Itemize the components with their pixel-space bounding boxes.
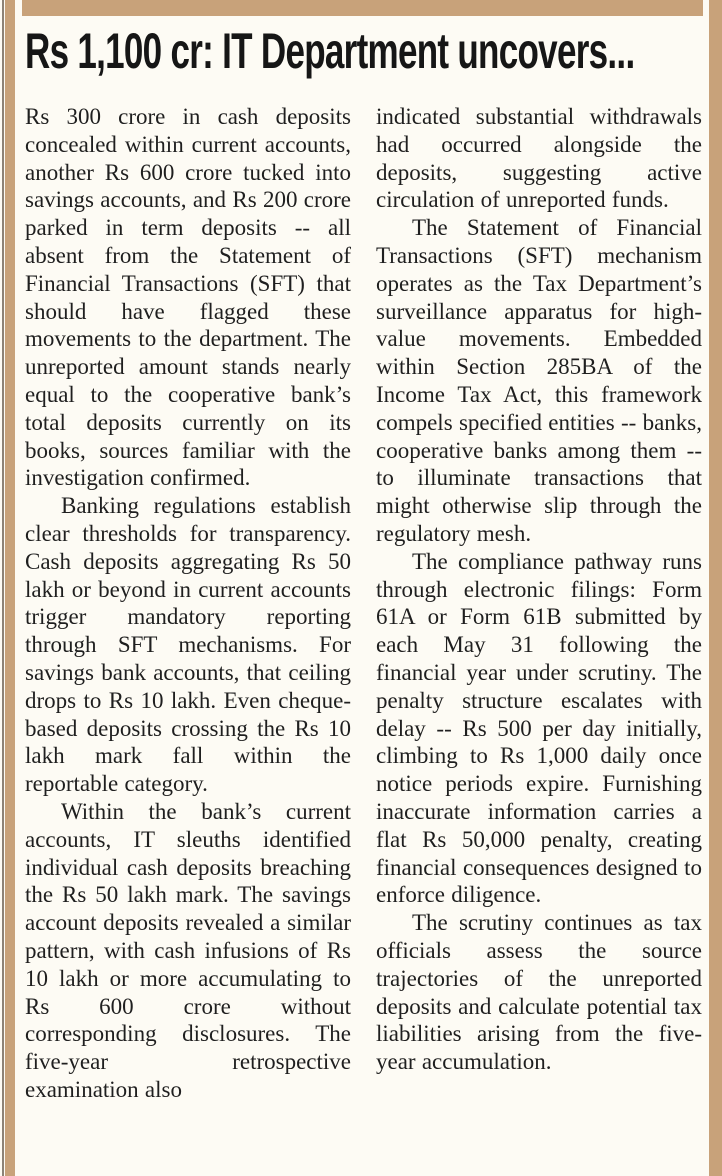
left-border-strip [5,0,15,1176]
article-paragraph: The scrutiny continues as tax officials assess the source trajectories of the unreported deposits and calculate potential tax liabilities arising from the five-year accumulation. [376,910,702,1075]
article-paragraph: The compliance pathway runs through electronic filings: Form 61A or Form 61B submitted by each May 31 following the financial year under scrutiny. The penalty structure escalates with delay -- Rs 500 per day initially, climbing to Rs 1,000 daily once notice periods expire. Furnishing inaccurate information carries a flat Rs 50,000 penalty, creating financial consequences designed to enforce diligence. [376,548,702,908]
article-headline: Rs 1,100 cr: IT Department uncovers... [25,23,635,79]
article-paragraph: Rs 300 crore in cash deposits concealed within current accounts, another Rs 600 crore tucked into savings accounts, and Rs 200 crore parked in term deposits -- all absent from the Statement of Financial Transactions (SFT) that should have flagged these movements to the department. The unreported amount stands nearly equal to the cooperative bank’s total deposits currently on its books, sources familiar with the investigation confirmed. [25,104,351,491]
right-border-strip [709,0,722,1176]
left-page-rule [2,0,4,1176]
top-border-bar [22,0,703,16]
article-paragraph: indicated substantial withdrawals had occurred alongside the deposits, suggesting active circulation of unreported funds. [376,104,702,213]
article-body [25,103,702,1165]
article-paragraph: The Statement of Financial Transactions (SFT) mechanism operates as the Tax Department’s surveillance apparatus for high-value movements. Embedded within Section 285BA of the Income Tax Act, this framework compels specified entities -- banks, cooperative banks among them -- to illuminate transactions that might otherwise slip through the regulatory mesh. [376,215,702,546]
article-paragraph: Within the bank’s current accounts, IT sleuths identified individual cash deposits breaching the Rs 50 lakh mark. The savings account deposits revealed a similar pattern, with cash infusions of Rs 10 lakh or more accumulating to Rs 600 crore without corresponding disclosures. The five-year retrospective examination also [25,798,351,1102]
article-column-1 [25,103,351,1165]
article-paragraph: Banking regulations establish clear thresholds for transparency. Cash deposits aggregating Rs 50 lakh or beyond in current accounts trigger mandatory reporting through SFT mechanisms. For savings bank accounts, that ceiling drops to Rs 10 lakh. Even cheque-based deposits crossing the Rs 10 lakh mark fall within the reportable category. [25,493,351,797]
article-column-2 [376,103,702,1165]
